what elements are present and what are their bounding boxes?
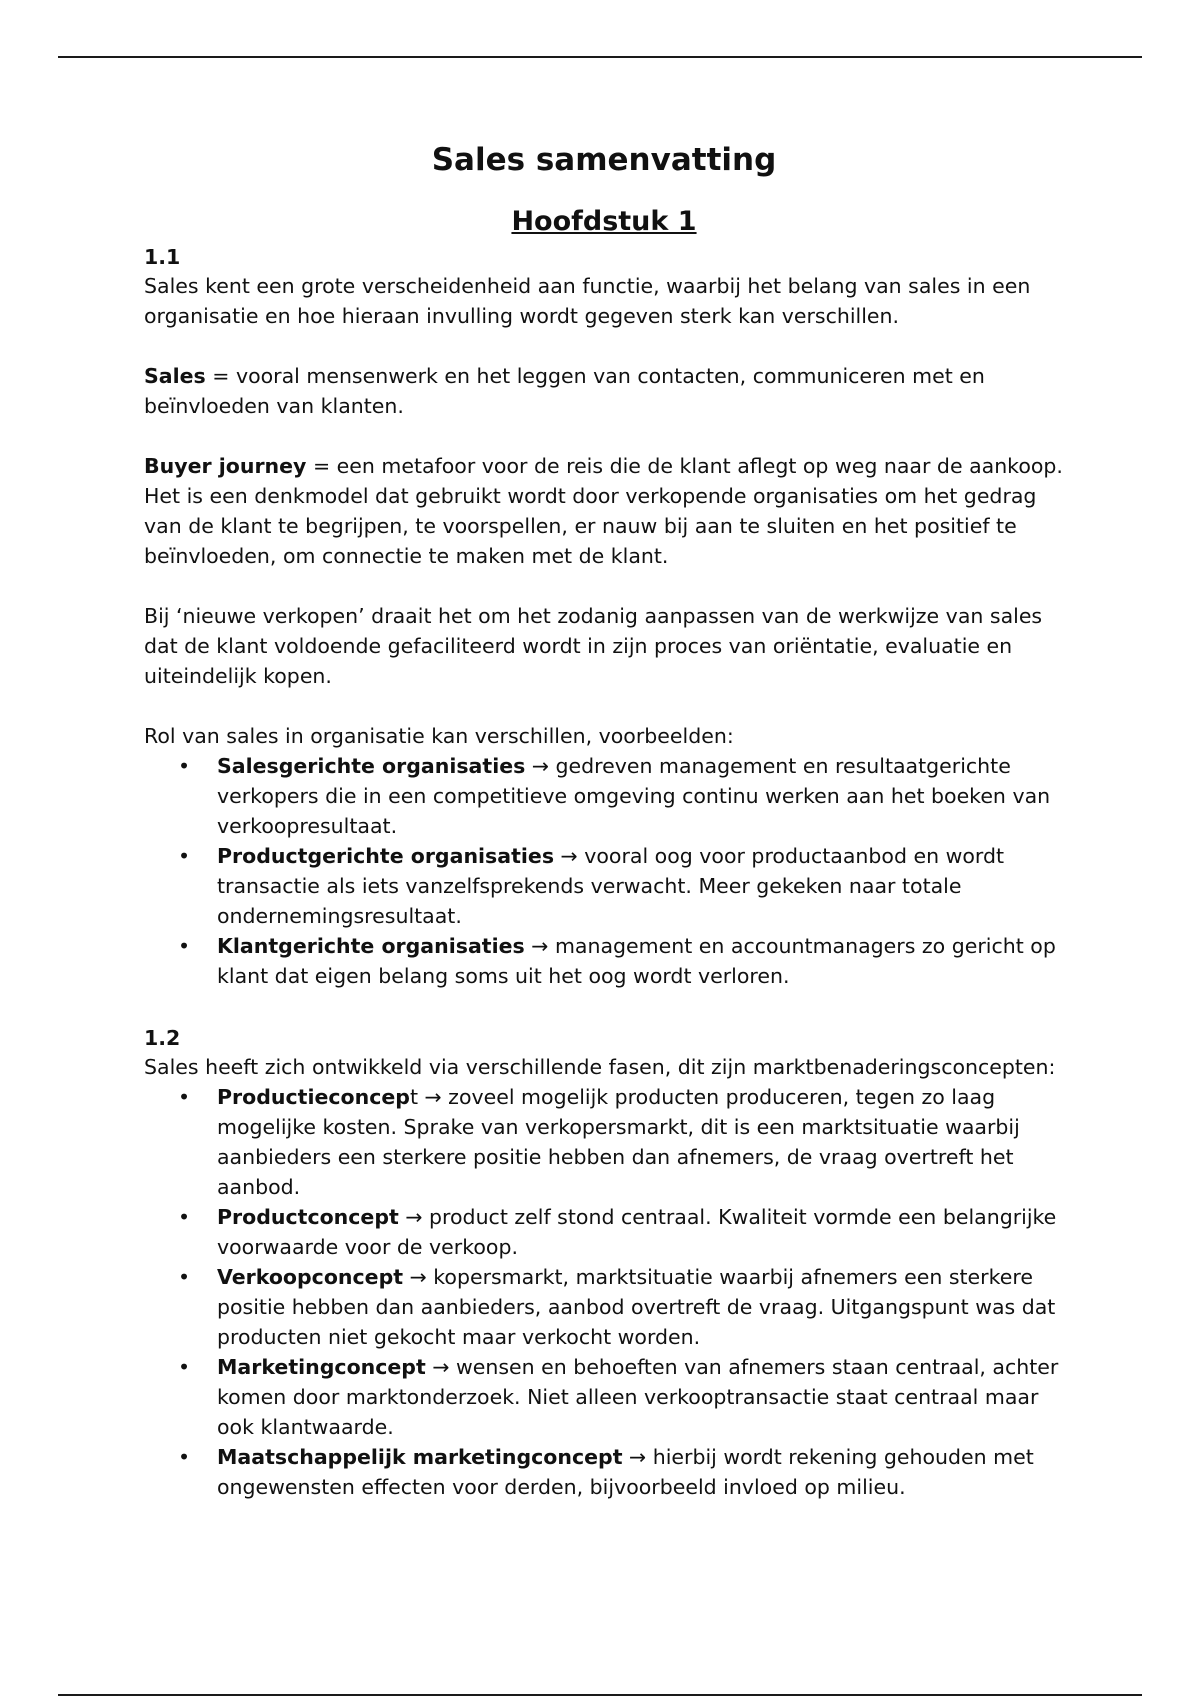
bullet-icon: • <box>178 934 191 958</box>
list-item-text: t → zoveel mogelijk producten produceren, tegen zo laag mogelijke kosten. Sprake van verkopersmarkt, dit is een marktsituatie waarbij aanbieders een sterkere positie hebben dan afnemers, de vraag overtreft het aanbod. <box>217 1085 1020 1199</box>
list-item <box>144 931 1064 991</box>
bullet-icon: • <box>178 1445 191 1469</box>
list-item-term: Productconcept <box>217 1205 399 1229</box>
document-body <box>144 136 1064 1502</box>
definition-buyer-journey <box>144 451 1064 571</box>
list-item <box>144 751 1064 841</box>
document-title: Sales samenvatting <box>431 142 777 178</box>
list-item <box>144 1082 1064 1202</box>
list-item <box>144 1262 1064 1352</box>
rol-intro: Rol van sales in organisatie kan verschillen, voorbeelden: <box>144 724 734 748</box>
bullet-icon: • <box>178 844 191 868</box>
rol-list <box>144 751 1064 991</box>
definition-text: = een metafoor voor de reis die de klant aflegt op weg naar de aankoop. Het is een denkmodel dat gebruikt wordt door verkopende organisaties om het gedrag van de klant te begrijpen, te voorspellen, er nauw bij aan te sluiten en het positief te beïnvloeden, om connectie te maken met de klant. <box>144 454 1063 568</box>
definition-term: Sales <box>144 364 206 388</box>
list-item-term: Marketingconcept <box>217 1355 426 1379</box>
list-item-text: → product zelf stond centraal. Kwaliteit vormde een belangrijke voorwaarde voor de verkoop. <box>217 1205 1057 1259</box>
list-item <box>144 1442 1064 1502</box>
list-item-term: Verkoopconcept <box>217 1265 404 1289</box>
paragraph-nieuwe-verkopen: Bij ‘nieuwe verkopen’ draait het om het zodanig aanpassen van de werkwijze van sales dat de klant voldoende gefaciliteerd wordt in zijn proces van oriëntatie, evaluatie en uiteindelijk kopen. <box>144 604 1043 688</box>
definition-term: Buyer journey <box>144 454 307 478</box>
bullet-icon: • <box>178 754 191 778</box>
list-item-term: Maatschappelijk marketingconcept <box>217 1445 623 1469</box>
list-item <box>144 1352 1064 1442</box>
list-item <box>144 841 1064 931</box>
section-heading-1-2: 1.2 <box>144 1026 181 1050</box>
list-item-text: → gedreven management en resultaatgerichte verkopers die in een competitieve omgeving continu werken aan het boeken van verkoopresultaat. <box>217 754 1051 838</box>
concept-list <box>144 1082 1064 1502</box>
list-item-text: → hierbij wordt rekening gehouden met ongewensten effecten voor derden, bijvoorbeeld invloed op milieu. <box>217 1445 1034 1499</box>
definition-sales <box>144 361 1064 421</box>
section-1-1-intro: Sales kent een grote verscheidenheid aan functie, waarbij het belang van sales in een organisatie en hoe hieraan invulling wordt gegeven sterk kan verschillen. <box>144 274 1031 328</box>
list-item-term: Salesgerichte organisaties <box>217 754 526 778</box>
list-item-term: Klantgerichte organisaties <box>217 934 525 958</box>
list-item-term: Productieconcep <box>217 1085 410 1109</box>
definition-text: = vooral mensenwerk en het leggen van contacten, communiceren met en beïnvloeden van klanten. <box>144 364 985 418</box>
list-item <box>144 1202 1064 1262</box>
header-rule <box>58 56 1142 58</box>
footer-rule <box>58 1694 1142 1696</box>
bullet-icon: • <box>178 1265 191 1289</box>
list-item-text: → kopersmarkt, marktsituatie waarbij afnemers een sterkere positie hebben dan aanbieders, aanbod overtreft de vraag. Uitgangspunt was dat producten niet gekocht maar verkocht worden. <box>217 1265 1056 1349</box>
list-item-text: → vooral oog voor productaanbod en wordt transactie als iets vanzelfsprekends verwacht. Meer gekeken naar totale ondernemingsresultaat. <box>217 844 1005 928</box>
section-heading-1-1: 1.1 <box>144 245 181 269</box>
list-item-term: Productgerichte organisaties <box>217 844 555 868</box>
bullet-icon: • <box>178 1085 191 1109</box>
bullet-icon: • <box>178 1355 191 1379</box>
list-item-text: → wensen en behoeften van afnemers staan centraal, achter komen door marktonderzoek. Niet alleen verkooptransactie staat centraal maar ook klantwaarde. <box>217 1355 1059 1439</box>
list-item-text: → management en accountmanagers zo gericht op klant dat eigen belang soms uit het oog wordt verloren. <box>217 934 1056 988</box>
chapter-heading: Hoofdstuk 1 <box>511 206 697 237</box>
section-1-2-intro: Sales heeft zich ontwikkeld via verschillende fasen, dit zijn marktbenaderingsconcepten: <box>144 1055 1056 1079</box>
bullet-icon: • <box>178 1205 191 1229</box>
